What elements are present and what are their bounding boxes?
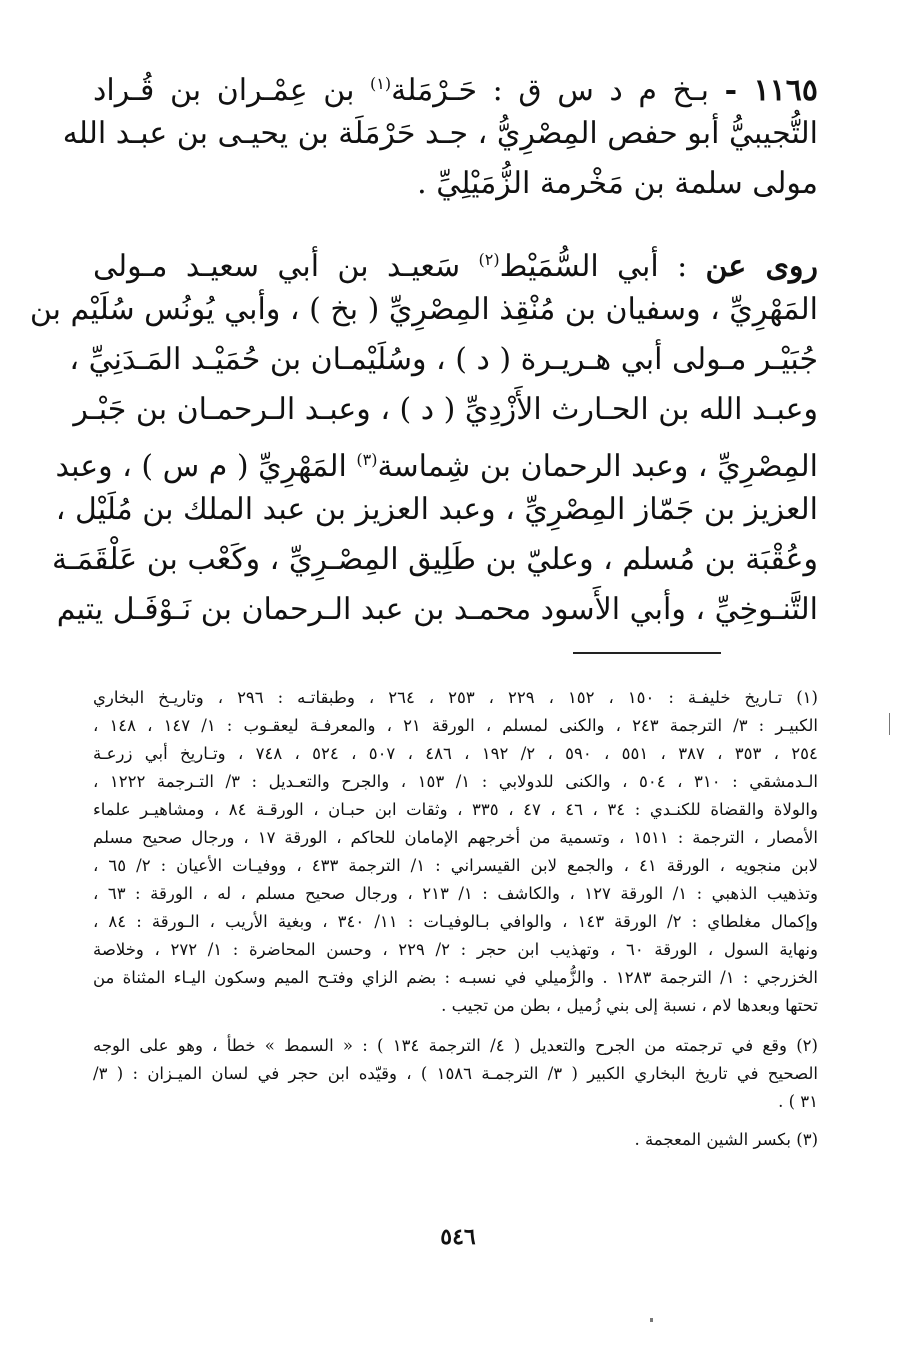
narrators-l1-a: : أبي السُّمَيْط (499, 249, 688, 284)
footnote-ref-1: (١) (370, 74, 392, 93)
narrators-lead: روى عن (705, 249, 818, 284)
footnote-1-line: الخزرجي : ١/ الترجمة ١٢٨٣ . والزُّميلي في نسبـه : بضم الزاي وفتـح الميم وسكون اليـاء المثناة من (93, 968, 818, 987)
footnote-1-line: وتذهيب الذهبي : ١/ الورقة ١٢٧ ، والكاشف : ١/ ٢١٣ ، ورجال صحيح مسلم ، له ، الورقة : ٦٣ ، (93, 884, 818, 903)
scan-mark (650, 1318, 653, 1322)
narrators-l1-b: سَعيـد بن أبي سعيـد مـولى (93, 249, 461, 284)
narrators-line-3: جُبَيْـر مـولى أبي هـريـرة ( د ) ، وسُلَيْمـان بن حُمَيْـد المَـدَنِيِّ ، (69, 342, 818, 377)
footnote-1-line: الكبيـر : ٣/ الترجمة ٢٤٣ ، والكنى لمسلم ، الورقة ٢١ ، والمعرفـة ليعقـوب : ١/ ١٤٧ ، ١٤٨ ، (93, 716, 818, 735)
narrators-line-5 (55, 438, 818, 489)
narrators-line-2: المَهْرِيِّ ، وسفيان بن مُنْقِذ المِصْرِيِّ ( بخ ) ، وأبي يُونُس سُلَيْم بن (29, 292, 818, 327)
footnote-1-line: الأمصار ، الترجمة : ١٥١١ ، وتسمية من أخرجهم الإمامان للحاكم ، الورقة ١٧ ، ورجال صحيح مسلم (93, 828, 819, 847)
footnote-ref-3: (٣) (356, 450, 378, 469)
scan-mark (889, 713, 890, 735)
footnote-1-line: (١) تـاريخ خليفـة : ١٥٠ ، ١٥٢ ، ٢٢٩ ، ٢٥٣ ، ٢٦٤ ، وطبقاتـه : ٢٩٦ ، وتاريـخ البخاري (93, 688, 818, 707)
footnote-1-line: تحتها وبعدها لام ، نسبة إلى بني زُميل ، بطن من تجيب . (441, 996, 818, 1015)
footnote-2-line: (٢) وقع في ترجمته من الجرح والتعديل ( ٤/ الترجمة ١٣٤ ) : « السمط » خطأ ، وهو على الوجه (93, 1036, 818, 1055)
narrators-line-4: وعبـد الله بن الحـارث الأَزْدِيِّ ( د ) ، وعبـد الـرحمـان بن جَبْـر (73, 392, 818, 427)
footnote-2-line: ٣١ ) . (778, 1092, 818, 1111)
narrators-line-6: العزيز بن جَمّاز المِصْرِيِّ ، وعبد العزيز بن عبد الملك بن مُلَيْل ، (55, 492, 818, 527)
narrators-line-1 (93, 238, 818, 289)
footnote-2-line: الصحيح في تاريخ البخاري الكبير ( ٣/ الترجمـة ١٥٨٦ ) ، وقيّده ابن حجر في لسان الميـزان : ( ٣/ (93, 1064, 818, 1083)
footnote-1-line: والولاة والقضاة للكنـدي : ٣٤ ، ٤٦ ، ٤٧ ، ٣٣٥ ، وثقات ابن حبـان ، الورقـة ٨٤ ، ومشاهيـر علماء (93, 800, 818, 819)
narrators-line-7: وعُقْبَة بن مُسلم ، وعليّ بن طَلِيق المِصْـرِيِّ ، وكَعْب بن عَلْقَمَـة (51, 542, 818, 577)
narrators-line-8: التَّنـوخِيِّ ، وأبي الأَسود محمـد بن عبد الـرحمان بن نَـوْفَـل يتيم (56, 592, 818, 627)
footnote-ref-2: (٢) (478, 250, 500, 269)
footnote-1-line: لابن منجويه ، الورقة ٤١ ، والجمع لابن القيسراني : ١/ الترجمة ٤٣٣ ، ووفيـات الأعيان : ٢/ ٦٥ ، (93, 856, 818, 875)
entry-head: بـخ م د س ق : حَـرْمَلة (391, 73, 709, 108)
entry-line-3: مولى سلمة بن مَخْرمة الزُّمَيْلِيِّ . (417, 166, 818, 201)
page-number: ٥٤٦ (440, 1224, 476, 1250)
footnote-1-line: ٢٥٤ ، ٣٥٣ ، ٣٨٧ ، ٥٥١ ، ٥٩٠ ، ٢/ ١٩٢ ، ٤٨٦ ، ٥٠٧ ، ٥٢٤ ، ٧٤٨ ، وتـاريخ أبي زرعـة (93, 744, 818, 763)
footnote-separator (573, 652, 721, 654)
footnote-1-line: الـدمشقي : ٣١٠ ، ٥٠٤ ، والكنى للدولابي : ١/ ١٥٣ ، والجرح والتعـديل : ٣/ التـرجمة ١٢٢٢ ، (93, 772, 818, 791)
footnote-1-line: وإكمال مغلطاي : ٢/ الورقة ١٤٣ ، والوافي بـالوفيـات : ١١/ ٣٤٠ ، وبغية الأريب ، الـورقة : ٨٤ ، (93, 912, 819, 931)
entry-number: ١١٦٥ - (724, 73, 818, 108)
entry-line-2: التُّجيبيُّ أبو حفص المِصْرِيُّ ، جـد حَرْمَلَة بن يحيـى بن عبـد الله (62, 116, 818, 151)
footnote-1-line: ونهاية السول ، الورقة ٦٠ ، وتهذيب ابن حجر : ٢/ ٢٢٩ ، وحسن المحاضرة : ١/ ٢٧٢ ، وخلاصة (93, 940, 818, 959)
entry-head-rest: بن عِمْـران بن قُـراد (93, 73, 355, 108)
entry-heading-line (93, 62, 818, 113)
narrators-l5-b: المَهْرِيِّ ( م س ) ، وعبد (55, 449, 347, 484)
footnote-3: (٣) بكسر الشين المعجمة . (634, 1130, 818, 1149)
narrators-l5-a: المِصْرِيِّ ، وعبد الرحمان بن شِماسة (377, 449, 818, 484)
